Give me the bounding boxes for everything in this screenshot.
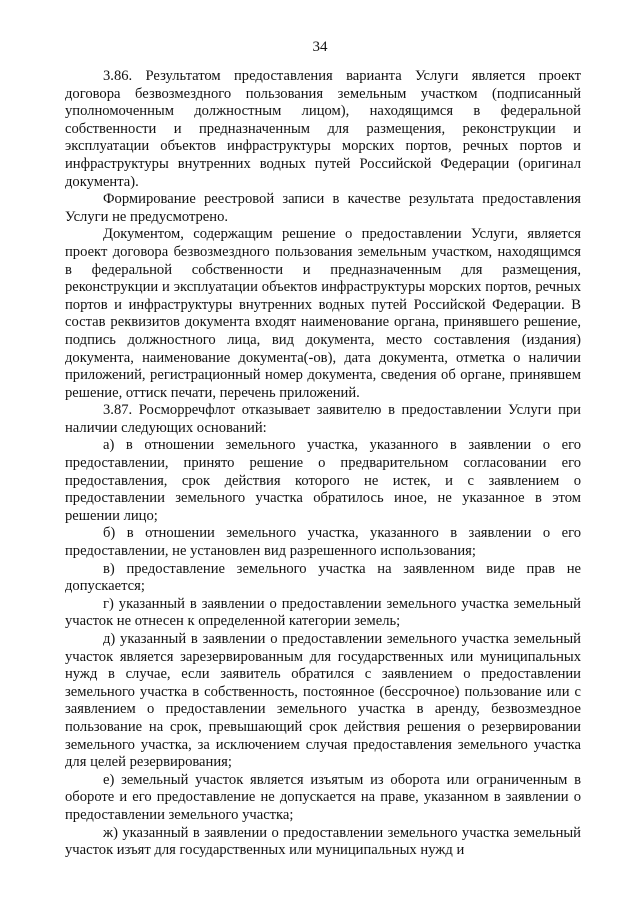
list-item-zh: ж) указанный в заявлении о предоставлении земельного участка земельный участок изъят для государственных или муниципальных нужд и — [65, 824, 581, 859]
list-item-g: г) указанный в заявлении о предоставлении земельного участка земельный участок не отнесен к определенной категории земель; — [65, 595, 581, 630]
page-number: 34 — [312, 39, 328, 55]
list-item-v: в) предоставление земельного участка на заявленном виде прав не допускается; — [65, 560, 581, 595]
list-item-e: е) земельный участок является изъятым из оборота или ограниченным в обороте и его предоставление не допускается на праве, указанном в заявлении о предоставлении земельного участка; — [65, 771, 581, 823]
paragraph-registry-record: Формирование реестровой записи в качестве результата предоставления Услуги не предусмотрено. — [65, 191, 581, 225]
paragraph-3-86: 3.86. Результатом предоставления варианта Услуги является проект договора безвозмездного пользования земельным участком (подписанный уполномоченным должностным лицом), находящимся в федеральной собственности и предназначенным для размещения, реконструкции и эксплуатации объектов инфраструктуры морских портов, речных портов и инфраструктуры внутренних водных путей Российской Федерации (оригинал документа). — [65, 68, 581, 190]
paragraph-3-87: 3.87. Росморречфлот отказывает заявителю в предоставлении Услуги при наличии следующих оснований: — [65, 402, 581, 436]
paragraph-decision-document: Документом, содержащим решение о предоставлении Услуги, является проект договора безвозмездного пользования земельным участком, находящимся в федеральной собственности и предназначенным для размещения, реконструкции и эксплуатации объектов инфраструктуры морских портов, речных портов и инфраструктуры внутренних водных путей Российской Федерации. В состав реквизитов документа входят наименование органа, принявшего решение, подпись должностного лица, вид документа, место составления (издания) документа, наименование документа(-ов), дата документа, отметка о наличии приложений, регистрационный номер документа, сведения об органе, принявшем решение, оттиск печати, перечень приложений. — [65, 226, 581, 401]
list-item-b: б) в отношении земельного участка, указанного в заявлении о его предоставлении, не установлен вид разрешенного использования; — [65, 525, 581, 560]
list-item-a: а) в отношении земельного участка, указанного в заявлении о его предоставлении, принято решение о предварительном согласовании его предоставления, срок действия которого не истек, и с заявлением о предоставлении земельного участка обратилось иное, не указанное в этом решении лицо; — [65, 437, 581, 524]
list-item-d: д) указанный в заявлении о предоставлении земельного участка земельный участок является зарезервированным для государственных или муниципальных нужд в случае, если заявитель обратился с заявлением о предоставлении земельного участка в собственность, постоянное (бессрочное) пользование или с заявлением о предоставлении земельного участка в аренду, безвозмездное пользование на срок, превышающий срок действия решения о резервировании земельного участка, за исключением случая предоставления земельного участка для целей резервирования; — [65, 631, 581, 771]
document-body — [65, 68, 581, 860]
